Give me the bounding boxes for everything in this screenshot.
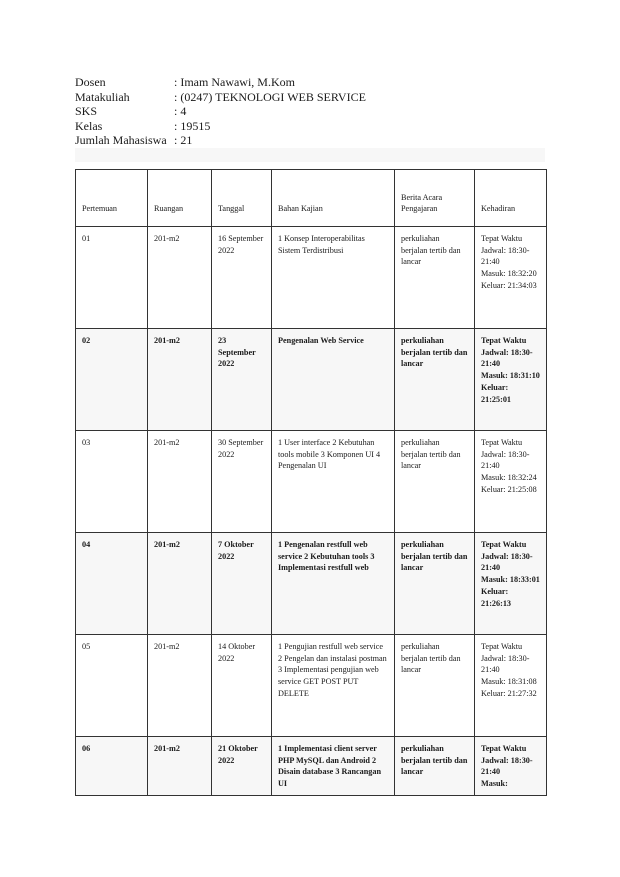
cell-tanggal: 14 Oktober 2022	[212, 635, 272, 737]
kehadiran-line: Keluar: 21:26:13	[481, 586, 512, 608]
table-row	[76, 635, 547, 737]
kehadiran-line: Masuk: 18:31:08	[481, 677, 537, 687]
cell-tanggal: 16 September 2022	[212, 227, 272, 329]
cell-kehadiran	[475, 227, 547, 329]
kehadiran-line: Tepat Waktu	[481, 438, 523, 447]
cell-bahan-kajian: 1 Pengenalan restfull web service 2 Kebutuhan tools 3 Implementasi restfull web	[272, 533, 395, 635]
cell-tanggal: 30 September 2022	[212, 431, 272, 533]
cell-pertemuan: 03	[76, 431, 148, 533]
col-header-pertemuan: Pertemuan	[76, 170, 148, 227]
kehadiran-line: Tepat Waktu	[481, 540, 527, 549]
info-label: SKS	[75, 104, 98, 119]
info-value: : (0247) TEKNOLOGI WEB SERVICE	[174, 89, 366, 104]
cell-bahan-kajian: Pengenalan Web Service	[272, 329, 395, 431]
kehadiran-line: Jadwal: 18:30-21:40	[481, 551, 533, 573]
cell-tanggal: 21 Oktober 2022	[212, 737, 272, 796]
info-value: : 4	[174, 104, 187, 119]
table-row	[76, 227, 547, 329]
kehadiran-line: Masuk:	[481, 779, 508, 789]
cell-ruangan: 201-m2	[148, 737, 212, 796]
cell-berita-acara: perkuliahan berjalan tertib dan lancar	[395, 431, 475, 533]
kehadiran-line: Jadwal: 18:30-21:40	[481, 245, 530, 267]
cell-pertemuan: 01	[76, 227, 148, 329]
cell-berita-acara: perkuliahan berjalan tertib dan lancar	[395, 533, 475, 635]
info-value: : Imam Nawawi, M.Kom	[174, 75, 295, 89]
col-header-kehadiran: Kehadiran	[475, 170, 547, 227]
kehadiran-line: Jadwal: 18:30-21:40	[481, 449, 530, 471]
col-header-berita-acara: Berita Acara Pengajaran	[395, 170, 475, 227]
kehadiran-line: Keluar: 21:25:01	[481, 382, 512, 404]
kehadiran-line: Masuk: 18:33:01	[481, 575, 540, 585]
kehadiran-line: Jadwal: 18:30-21:40	[481, 347, 533, 369]
kehadiran-line: Jadwal: 18:30-21:40	[481, 755, 533, 777]
cell-bahan-kajian: 1 User interface 2 Kebutuhan tools mobile 3 Komponen UI 4 Pengenalan UI	[272, 431, 395, 533]
cell-pertemuan: 04	[76, 533, 148, 635]
col-header-ruangan: Ruangan	[148, 170, 212, 227]
cell-tanggal: 23 September 2022	[212, 329, 272, 431]
attendance-table	[75, 169, 547, 796]
kehadiran-line: Keluar: 21:25:08	[481, 484, 537, 494]
col-header-tanggal: Tanggal	[212, 170, 272, 227]
kehadiran-line: Tepat Waktu	[481, 234, 523, 243]
kehadiran-line: Jadwal: 18:30-21:40	[481, 653, 530, 675]
table-row	[76, 737, 547, 796]
kehadiran-line: Masuk: 18:31:10	[481, 371, 540, 381]
kehadiran-line: Masuk: 18:32:20	[481, 269, 537, 279]
cell-ruangan: 201-m2	[148, 635, 212, 737]
cell-ruangan: 201-m2	[148, 431, 212, 533]
kehadiran-line: Tepat Waktu	[481, 642, 523, 651]
info-label: Kelas	[75, 118, 103, 133]
kehadiran-line: Tepat Waktu	[481, 744, 527, 753]
table-row	[76, 431, 547, 533]
cell-bahan-kajian: 1 Pengujian restfull web service 2 Pengelan dan instalasi postman 3 Implementasi pengujian web service GET POST PUT DELETE	[272, 635, 395, 737]
info-label: Dosen	[75, 75, 106, 89]
cell-bahan-kajian: 1 Konsep Interoperabilitas Sistem Terdistribusi	[272, 227, 395, 329]
info-label: Jumlah Mahasiswa	[75, 133, 167, 148]
cell-ruangan: 201-m2	[148, 227, 212, 329]
kehadiran-line: Keluar: 21:27:32	[481, 688, 537, 698]
cell-pertemuan: 02	[76, 329, 148, 431]
cell-ruangan: 201-m2	[148, 533, 212, 635]
info-value: : 19515	[174, 118, 211, 133]
info-value: : 21	[174, 133, 193, 148]
kehadiran-line: Keluar: 21:34:03	[481, 280, 537, 290]
cell-kehadiran	[475, 431, 547, 533]
cell-kehadiran	[475, 329, 547, 431]
cell-berita-acara: perkuliahan berjalan tertib dan lancar	[395, 329, 475, 431]
kehadiran-line: Tepat Waktu	[481, 336, 527, 345]
table-row	[76, 329, 547, 431]
cell-kehadiran	[475, 635, 547, 737]
cell-berita-acara: perkuliahan berjalan tertib dan lancar	[395, 635, 475, 737]
cell-ruangan: 201-m2	[148, 329, 212, 431]
cell-tanggal: 7 Oktober 2022	[212, 533, 272, 635]
table-row	[76, 533, 547, 635]
cell-pertemuan: 06	[76, 737, 148, 796]
cell-pertemuan: 05	[76, 635, 148, 737]
cell-bahan-kajian: 1 Implementasi client server PHP MySQL dan Android 2 Disain database 3 Rancangan UI	[272, 737, 395, 796]
cell-kehadiran	[475, 737, 547, 796]
table-header-row	[76, 170, 547, 227]
kehadiran-line: Masuk: 18:32:24	[481, 473, 537, 483]
col-header-bahan-kajian: Bahan Kajian	[272, 170, 395, 227]
cell-berita-acara: perkuliahan berjalan tertib dan lancar	[395, 737, 475, 796]
info-label: Matakuliah	[75, 89, 130, 104]
cell-kehadiran	[475, 533, 547, 635]
cell-berita-acara: perkuliahan berjalan tertib dan lancar	[395, 227, 475, 329]
